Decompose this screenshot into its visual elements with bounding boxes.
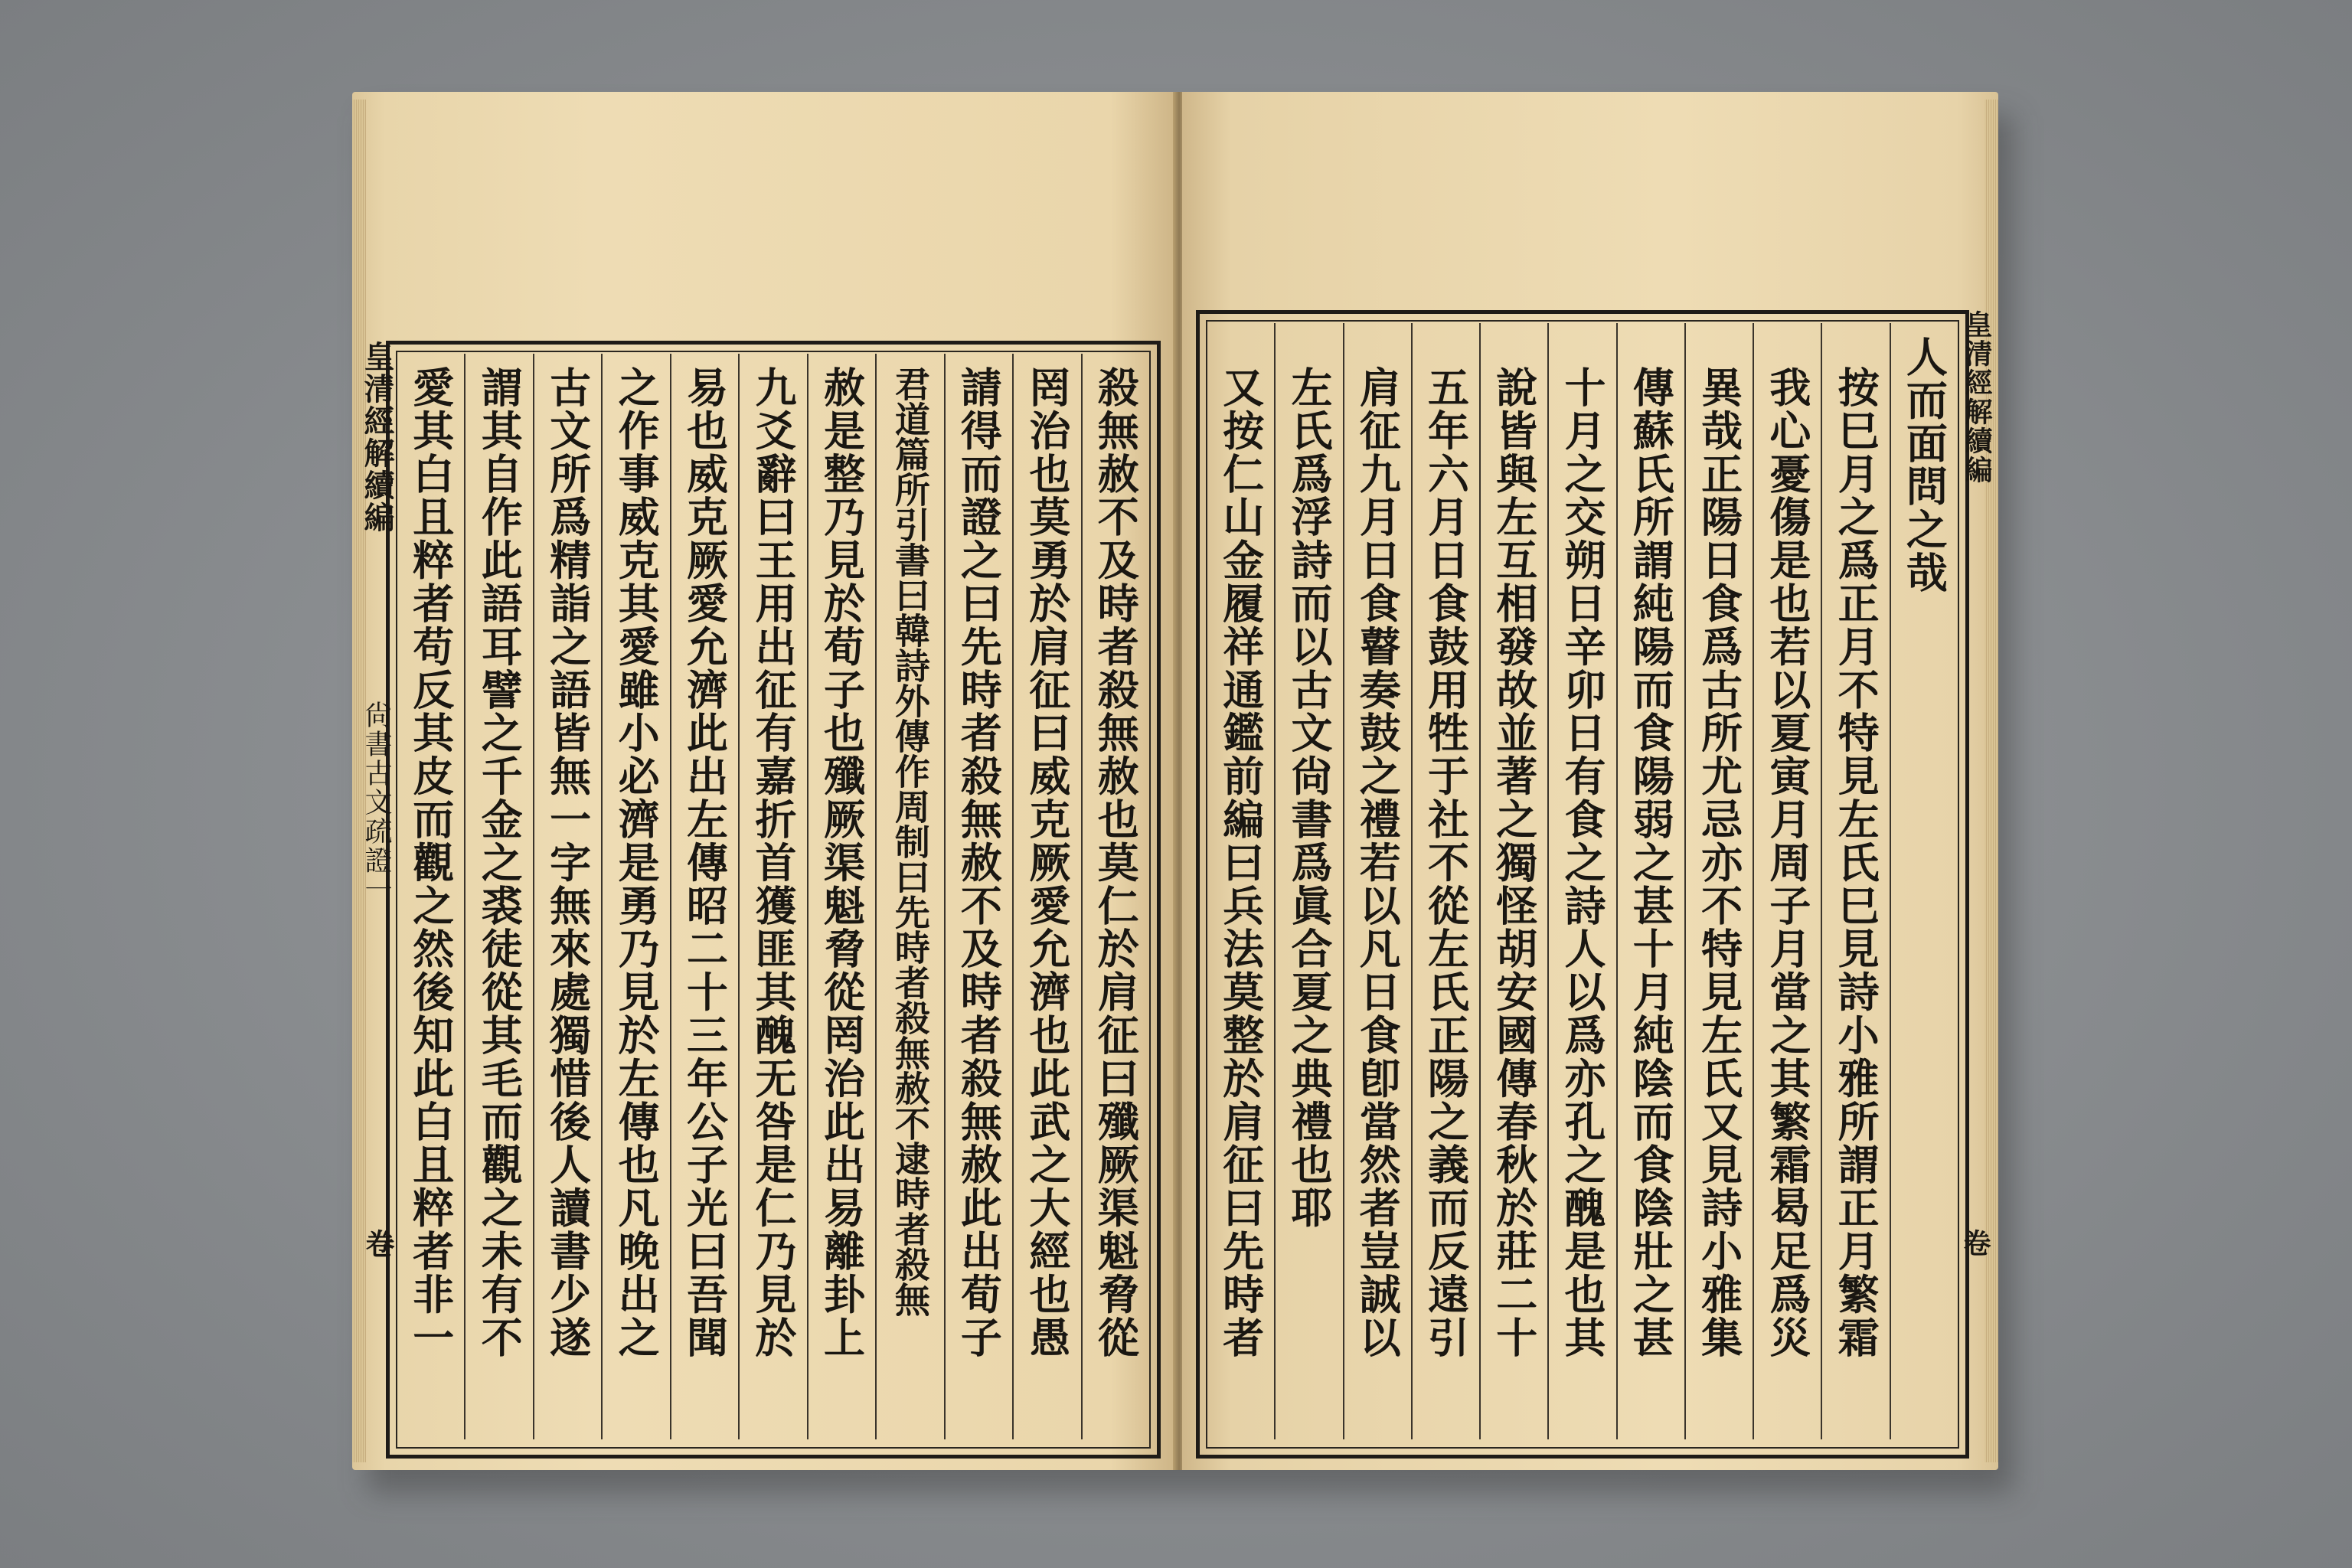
column-text: 說皆與左互相發故並著之獨怪胡安國傳春秋於莊二十: [1489, 366, 1539, 1360]
left-banner: [352, 341, 395, 1459]
left-text-block: [386, 341, 1161, 1459]
column-text: 人而面問之哉: [1900, 335, 1949, 595]
text-column: [738, 354, 806, 1439]
right-banner: [1959, 310, 1998, 1459]
text-column: [1616, 323, 1684, 1439]
column-text: 九爻辭曰王用出征有嘉折首獲匪其醜无咎是仁乃見於: [749, 366, 798, 1360]
text-column: [397, 354, 464, 1439]
column-text: 愛其白且粹者苟反其皮而觀之然後知此白且粹者非一: [406, 366, 456, 1360]
banner-subtitle: 尙書古文疏證一: [361, 701, 392, 904]
banner-folio: 卷: [1959, 1229, 1991, 1256]
column-text: 之作事威克其愛雖小必濟是勇乃見於左傳也凡晚出之: [612, 366, 662, 1360]
column-text: 又按仁山金履祥通鑑前編曰兵法莫整於肩征曰先時者: [1216, 366, 1266, 1360]
left-page: [352, 92, 1176, 1470]
text-column: [1343, 323, 1411, 1439]
column-text: 殺無赦不及時者殺無赦也莫仁於肩征曰殲厥渠魁脅從: [1091, 366, 1141, 1360]
column-text: 赦是整乃見於荀子也殲厥渠魁脅從罔治此出易離卦上: [817, 366, 867, 1360]
banner-title: 皇清經解續編: [359, 341, 395, 534]
column-text: 傳蘇氏所謂純陽而食陽弱之甚十月純陰而食陰壯之甚: [1626, 366, 1676, 1360]
text-column: [1479, 323, 1547, 1439]
text-column: [601, 354, 669, 1439]
column-text: 肩征九月日食瞽奏鼓之禮若以凡日食卽當然者豈誠以: [1353, 366, 1403, 1360]
text-column: [1081, 354, 1149, 1439]
column-text: 左氏爲浮詩而以古文尙書爲眞合夏之典禮也耶: [1284, 366, 1334, 1230]
column-text: 罔治也莫勇於肩征曰威克厥愛允濟也此武之大經也愚: [1022, 366, 1072, 1360]
text-column: [1684, 323, 1753, 1439]
column-text: 按巳月之爲正月不特見左氏巳見詩小雅所謂正月繁霜: [1831, 366, 1881, 1360]
text-column: [533, 354, 601, 1439]
text-column: [1012, 354, 1080, 1439]
column-text: 易也威克厥愛允濟此出左傳昭二十三年公子光曰吾聞: [680, 366, 730, 1360]
open-book: [352, 92, 1998, 1478]
text-column: [1547, 323, 1615, 1439]
text-column: [1890, 323, 1958, 1439]
column-text: 謂其自作此語耳譬之千金之裘徒從其毛而觀之未有不: [475, 366, 524, 1360]
banner-folio: 卷: [361, 1229, 395, 1258]
column-text: 五年六月日食鼓用牲于社不從左氏正陽之義而反遠引: [1421, 366, 1471, 1360]
banner-title: 皇清經解續編: [1961, 310, 1993, 485]
text-column: [1207, 323, 1274, 1439]
right-page: [1182, 92, 1998, 1470]
column-text: 請得而證之曰先時者殺無赦不及時者殺無赦此出荀子: [954, 366, 1004, 1360]
column-text: 我心憂傷是也若以夏寅月周子月當之其繁霜曷足爲災: [1762, 366, 1812, 1360]
text-column: [1753, 323, 1821, 1439]
text-column: [807, 354, 875, 1439]
text-column: [464, 354, 532, 1439]
right-columns: [1207, 323, 1958, 1439]
text-column: [1274, 323, 1342, 1439]
right-text-block: [1196, 310, 1969, 1459]
column-text: 異哉正陽日食爲古所尤忌亦不特見左氏又見詩小雅集: [1694, 366, 1744, 1360]
text-column: [670, 354, 738, 1439]
text-column: [944, 354, 1012, 1439]
column-text: 君道篇所引書曰韓詩外傳作周制曰先時者殺無赦不逮時者殺無: [889, 366, 931, 1317]
text-column: [1411, 323, 1479, 1439]
text-column: [875, 354, 943, 1439]
column-text: 十月之交朔日辛卯日有食之詩人以爲亦孔之醜是也其: [1558, 366, 1608, 1360]
text-column: [1821, 323, 1889, 1439]
left-columns: [397, 354, 1149, 1439]
column-text: 古文所爲精詣之語皆無一字無來處獨惜後人讀書少遂: [543, 366, 593, 1360]
